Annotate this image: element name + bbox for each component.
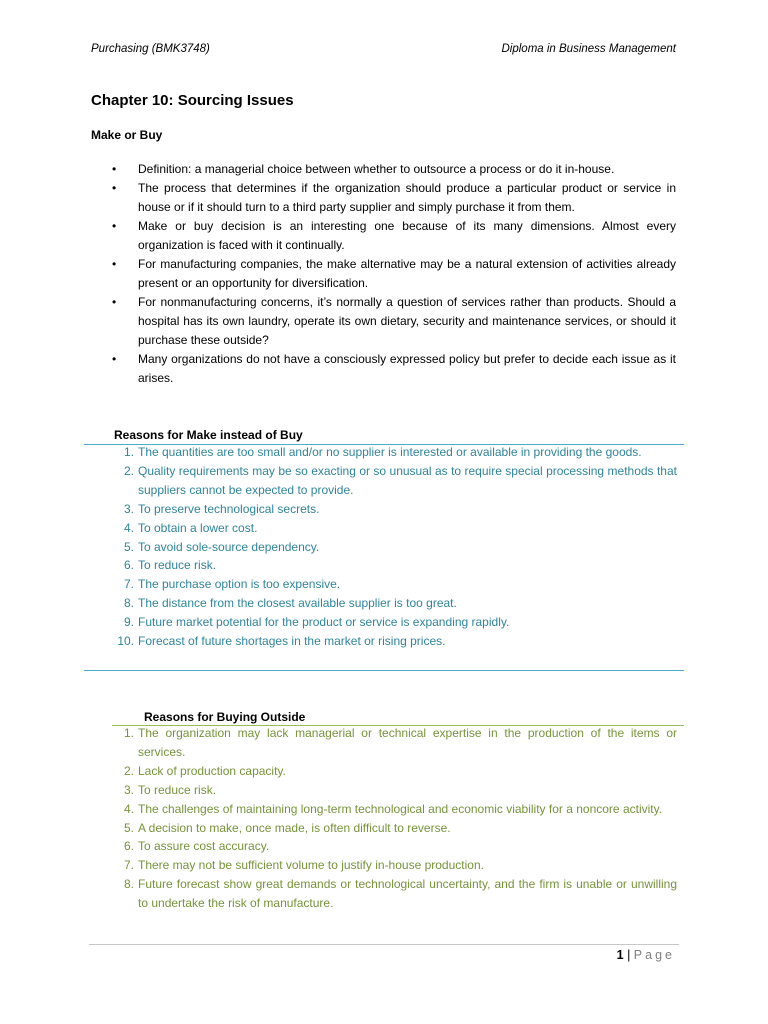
make-reasons-list — [112, 443, 677, 651]
list-item: 8. Future forecast show great demands or technological uncertainty, and the firm is unable or unwilling to undertake the risk of manufacture. — [123, 877, 677, 911]
buy-reasons-list — [112, 724, 677, 913]
bullet-icon: • — [112, 257, 117, 271]
bullet-icon: • — [112, 219, 117, 233]
bullet-item: • For manufacturing companies, the make alternative may be a natural extension of activities already present or an opportunity for diversification. — [112, 257, 676, 290]
chapter-title: Chapter 10: Sourcing Issues — [91, 92, 294, 109]
list-item: 8. The distance from the closest available supplier is too great. — [123, 596, 457, 611]
footer-rule — [89, 944, 679, 945]
page-footer — [617, 948, 675, 962]
page-number: 1 — [616, 948, 624, 962]
list-item: 7. There may not be sufficient volume to justify in-house production. — [123, 858, 484, 873]
header-course: Purchasing (BMK3748) — [91, 43, 210, 55]
list-item: 1. The organization may lack managerial or technical expertise in the production of the items or services. — [123, 726, 677, 759]
make-section-title: Reasons for Make instead of Buy — [114, 428, 303, 442]
bullet-item: • Make or buy decision is an interesting one because of its many dimensions. Almost every organization is faced with it continually. — [112, 219, 676, 252]
list-item: 7. The purchase option is too expensive. — [123, 577, 341, 592]
list-item: 4. The challenges of maintaining long-term technological and economic viability for a noncore activity. — [123, 801, 663, 816]
list-item: 5. A decision to make, once made, is often difficult to reverse. — [123, 820, 451, 835]
list-item: 6. To assure cost accuracy. — [123, 839, 270, 854]
section-subtitle: Make or Buy — [91, 128, 163, 142]
list-item: 9. Future market potential for the product or service is expanding rapidly. — [123, 615, 510, 630]
bullet-item: • Definition: a managerial choice between whether to outsource a process or do it in-house. — [112, 160, 676, 179]
list-item: 3. To preserve technological secrets. — [123, 501, 320, 516]
list-item: 2. Quality requirements may be so exacting or so unusual as to require special processing methods that suppliers cannot be expected to provide. — [123, 463, 677, 497]
bullet-icon: • — [112, 181, 117, 195]
list-item: 10. Forecast of future shortages in the market or rising prices. — [117, 634, 446, 649]
make-section-bottom-rule — [84, 670, 684, 671]
footer-separator: | — [627, 948, 631, 962]
page-label: Page — [633, 948, 675, 962]
bullet-item: • For nonmanufacturing concerns, it’s normally a question of services rather than products. Should a hospital has its own laundry, operate its own dietary, security and maintenance services, or should it purchase these outside? — [112, 295, 676, 347]
bullet-icon: • — [112, 352, 117, 366]
bullet-icon: • — [112, 162, 117, 176]
list-item: 5. To avoid sole-source dependency. — [123, 539, 320, 554]
list-item: 3. To reduce risk. — [123, 782, 217, 797]
bullet-item: • The process that determines if the organization should produce a particular product or service in house or if it should turn to a third party supplier and simply purchase it from them. — [112, 181, 676, 214]
bullet-item: • Many organizations do not have a consciously expressed policy but prefer to decide each issue as it arises. — [112, 352, 676, 385]
list-item: 2. Lack of production capacity. — [123, 763, 286, 778]
header-program: Diploma in Business Management — [501, 43, 676, 55]
list-item: 1. The quantities are too small and/or no supplier is interested or available in providing the goods. — [123, 445, 642, 459]
definition-bullet-list — [112, 160, 676, 388]
list-item: 4. To obtain a lower cost. — [123, 520, 258, 535]
list-item: 6. To reduce risk. — [123, 558, 217, 573]
buy-section-title: Reasons for Buying Outside — [144, 710, 306, 724]
bullet-icon: • — [112, 295, 117, 309]
